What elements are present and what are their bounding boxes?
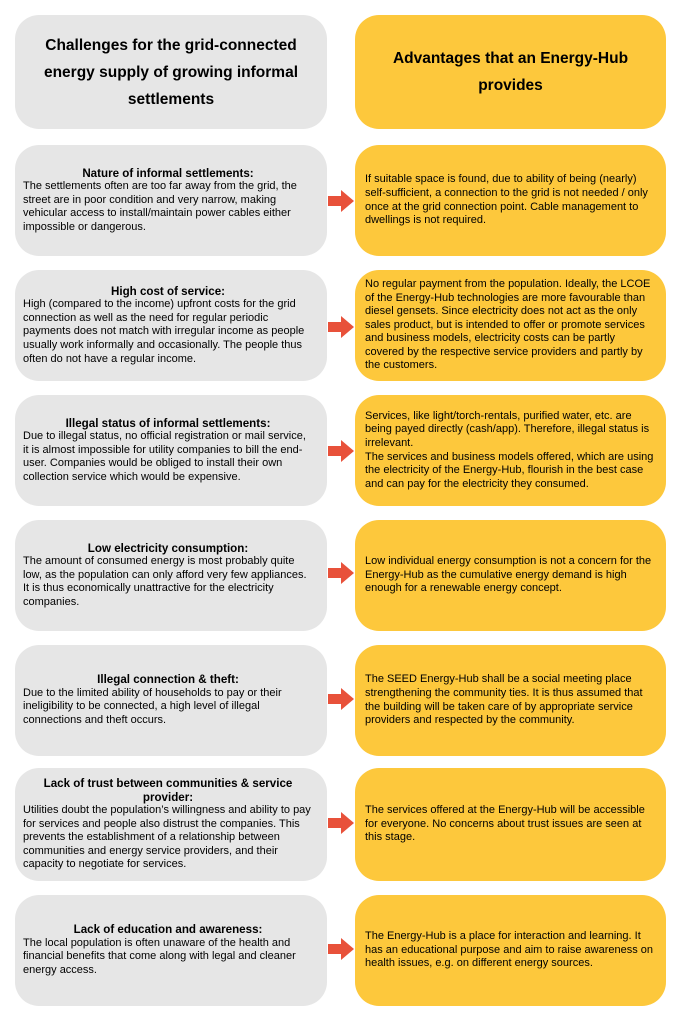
challenge-box-nature [15, 145, 327, 256]
advantage-text: Low individual energy consumption is not a concern for the Energy-Hub as the cumulative energy demand is high enough for a renewable energy concept. [365, 555, 652, 595]
challenge-title: Low electricity consumption: [87, 541, 249, 555]
advantage-text: The Energy-Hub is a place for interaction and learning. It has an educational purpose and aim to raise awareness on health issues, e.g. on different energy sources. [365, 930, 654, 970]
challenge-title: Illegal status of informal settlements: [65, 416, 271, 430]
arrow-right-icon [328, 812, 354, 834]
challenge-body: The settlements often are too far away from the grid, the street are in poor condition and very narrow, making vehicular access to install/maintain power cables either impossible or dangerous. [23, 180, 297, 233]
advantage-text: If suitable space is found, due to ability of being (nearly) self-sufficient, a connection to the grid is not needed / only once at the grid connection point. Cable management to dwellings is not required. [365, 173, 648, 227]
arrow-right-icon [328, 562, 354, 584]
advantage-box-trust [355, 768, 666, 881]
advantage-text: The services offered at the Energy-Hub will be accessible for everyone. No concerns about trust issues are seen at this stage. [365, 804, 645, 844]
challenge-title: Lack of trust between communities & service provider: [43, 777, 293, 804]
arrow-right-icon [328, 316, 354, 338]
arrow-right-icon [328, 938, 354, 960]
advantage-box-education [355, 895, 666, 1006]
challenge-box-education [15, 895, 327, 1006]
arrow-right-icon [328, 190, 354, 212]
arrow-right-icon [328, 688, 354, 710]
challenge-body: The local population is often unaware of the health and financial benefits that come along with legal and cleaner energy access. [23, 936, 296, 976]
challenges-header [15, 15, 327, 129]
challenge-body: High (compared to the income) upfront costs for the grid connection as well as the need for regular periodic payments does not match with irregular income as people usually work informally and occasionally. The people thus often do not have a regular income. [23, 298, 305, 365]
advantage-text: No regular payment from the population. Ideally, the LCOE of the Energy-Hub technologies are more favourable than diesel gensets. Since electricity does not act as the only sales product, but is intended to offer or promote services and business models, electricity costs can be partly covered by the respective service providers and partly by the customers. [365, 277, 651, 372]
challenge-box-trust [15, 768, 327, 881]
advantage-box-cost [355, 270, 666, 381]
challenge-box-consumption [15, 520, 327, 631]
advantages-header [355, 15, 666, 129]
challenge-title: Nature of informal settlements: [82, 166, 254, 180]
advantage-box-consumption [355, 520, 666, 631]
challenges-header-text: Challenges for the grid-connected energy supply of growing informal settlements [43, 36, 299, 108]
advantage-box-illegal-status [355, 395, 666, 506]
advantage-text: The SEED Energy-Hub shall be a social meeting place strengthening the community ties. It is thus assumed that the building will be taken care of by appropriate service providers and respected by the community. [365, 673, 643, 727]
challenge-body: The amount of consumed energy is most probably quite low, as the population can only afford very few appliances. It is thus economically unattractive for the electricity companies. [23, 555, 307, 608]
arrow-right-icon [328, 440, 354, 462]
advantage-box-theft [355, 645, 666, 756]
challenge-body: Due to illegal status, no official registration or mail service, it is almost impossible for utility companies to bill the end-user. Companies would be obliged to install their own collection service which would be expensive. [23, 430, 306, 483]
advantage-text: Services, like light/torch-rentals, purified water, etc. are being payed directly (cash/app). Therefore, illegal status is irrelevant. The services and business models offered, which are using the electricity of the Energy-Hub, flourish in the best case and can pay for the electricity they consumed. [365, 409, 654, 490]
advantage-box-nature [355, 145, 666, 256]
challenge-body: Utilities doubt the population’s willingness and ability to pay for services and people also distrust the companies. This prevents the establishment of a relationship between communities and energy service providers, and their capacity to negotiate for services. [23, 803, 311, 871]
challenge-title: High cost of service: [110, 284, 226, 298]
challenge-box-cost [15, 270, 327, 381]
challenge-title: Illegal connection & theft: [97, 673, 239, 687]
advantages-header-text: Advantages that an Energy-Hub provides [392, 50, 629, 94]
challenge-body: Due to the limited ability of households to pay or their ineligibility to be connected, a high level of illegal connections and theft occurs. [23, 686, 282, 726]
challenge-box-illegal-status [15, 395, 327, 506]
challenge-title: Lack of education and awareness: [73, 923, 263, 937]
challenge-box-theft [15, 645, 327, 756]
